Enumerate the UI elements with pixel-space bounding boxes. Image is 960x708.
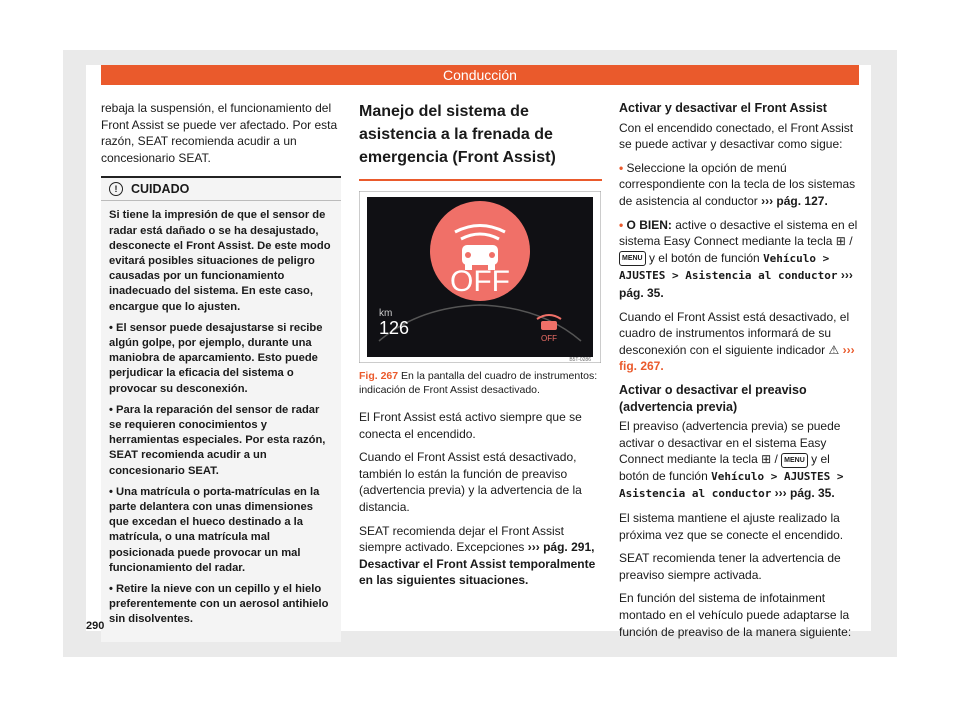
caution-bullet: • El sensor puede desajustarse si recibe algún golpe, por ejemplo, durante una maniobra de aparcamiento. Esto puede perjudicar la eficacia del sistema o provocar su desconexión. — [109, 321, 333, 397]
bullet-dot: • — [619, 160, 624, 175]
figure-caption — [359, 369, 602, 397]
bullet-text: active o desactive el sistema en el sistema Easy Connect mediante la tecla — [619, 217, 858, 249]
subheading: Activar o desactivar el preaviso (advertencia previa) — [619, 382, 807, 414]
paragraph: En función del sistema de infotainment montado en el vehículo puede adaptarse la función de preaviso de la manera siguiente: — [619, 591, 852, 639]
cross-reference-link[interactable]: ››› pág. 35. — [774, 486, 835, 501]
dashboard-illustration — [359, 191, 601, 363]
paragraph — [619, 309, 859, 375]
km-value: 126 — [379, 318, 410, 338]
menu-key-icon: MENU — [619, 251, 646, 266]
grid-key-icon: ⊞ — [761, 452, 772, 467]
caution-header — [101, 178, 341, 201]
caution-title: CUIDADO — [131, 182, 190, 197]
bullet-text: Seleccione la opción de menú correspondiente con la tecla de los sistemas de asistencia al conductor — [619, 160, 856, 208]
menu-path: Vehículo > AJUSTES > Asistencia al conductor — [619, 251, 838, 283]
caution-paragraph: Si tiene la impresión de que el sensor de radar está dañado o se ha desajustado, desconecte el Front Assist. De este modo evitará posibles situaciones de peligro causadas por un funcionamiento inadecuado del sistema. En este caso, encargue que lo ajusten. — [109, 209, 331, 313]
chapter-header: Conducción — [101, 65, 859, 85]
dashboard-figure — [359, 191, 601, 363]
paragraph: Con el encendido conectado, el Front Assist se puede activar y desactivar como sigue: — [619, 120, 854, 152]
paragraph-text: El preaviso (advertencia previa) se puede activar o desactivar en el sistema Easy Connect mediante la tecla — [619, 419, 841, 467]
cross-reference-link[interactable]: ››› pág. 35. — [619, 268, 853, 300]
front-assist-icon: ⚠ — [828, 342, 840, 357]
section-rule — [359, 179, 602, 181]
bullet-dot: • — [619, 217, 624, 232]
bullet-text: y el botón de función — [648, 250, 760, 265]
paragraph-text: y el botón de función — [619, 452, 830, 483]
off-text: OFF — [450, 265, 510, 298]
km-label: km — [379, 308, 393, 319]
paragraph-text: Cuando el Front Assist está desactivado, el cuadro de instrumentos informará de su desconexión con el siguiente indicador — [619, 309, 850, 357]
caption-text: En la pantalla del cuadro de instrumentos: indicación de Front Assist desactivado. — [359, 370, 598, 396]
caution-bullet: • Retire la nieve con un cepillo y el hielo preferentemente con un aerosol antihielo sin disolventes. — [109, 582, 333, 628]
paragraph: El preaviso (advertencia previa) se puede activar o desactivar en el sistema Easy Connect mediante la tecla ⊞ / MENU y el botón de función Vehículo > AJUSTES > Asistencia al conductor ››› pág. 35. — [619, 419, 844, 501]
section-title: Manejo del sistema de asistencia a la frenada de emergencia (Front Assist) — [359, 103, 556, 166]
caution-body — [101, 201, 341, 641]
caption-figure-number: Fig. 267 — [359, 370, 399, 382]
subheading: Activar y desactivar el Front Assist — [619, 101, 827, 115]
page-number: 290 — [86, 620, 105, 632]
small-off-text: OFF — [541, 334, 557, 343]
paragraph: El sistema mantiene el ajuste realizado la próxima vez que se conecte el encendido. — [619, 511, 844, 542]
cross-reference-link[interactable]: ››› pág. 291, Desactivar el Front Assist temporalmente en las siguientes situaciones. — [359, 540, 596, 588]
figure-ref: B5T-0286 — [569, 357, 591, 363]
column-right — [619, 100, 859, 647]
caution-bullet: • Para la reparación del sensor de radar se requieren conocimientos y herramientas especiales. Por esta razón, SEAT recomienda acudir a un concesionario SEAT. — [109, 403, 333, 479]
intro-paragraph: rebaja la suspensión, el funcionamiento del Front Assist se puede ver afectado. Por esta razón, SEAT recomienda acudir a un concesionario SEAT. — [101, 101, 338, 165]
menu-key-icon: MENU — [781, 453, 808, 468]
caution-icon: ! — [109, 182, 123, 196]
column-left — [101, 100, 341, 642]
caution-bullet: • Una matrícula o porta-matrículas en la parte delantera con unas dimensiones que excedan el hueco destinado a la matrícula, o una matrícula mal posicionada puede provocar un mal funcionamiento del radar. — [109, 485, 333, 576]
bullet-item: • O BIEN: active o desactive el sistema en el sistema Easy Connect mediante la tecla ⊞ / MENU y el botón de función Vehículo > AJUSTES > Asistencia al conductor ››› pág. 35. — [619, 217, 858, 300]
bullet-item — [619, 160, 859, 210]
grid-key-icon: ⊞ — [835, 234, 846, 249]
paragraph — [359, 523, 602, 589]
cross-reference-link[interactable]: ››› fig. 267. — [619, 342, 855, 374]
caution-box — [101, 176, 341, 641]
column-middle — [359, 100, 602, 596]
paragraph: SEAT recomienda tener la advertencia de preaviso siempre activada. — [619, 551, 841, 582]
bullet-label: O BIEN: — [626, 217, 672, 232]
cross-reference-link[interactable]: ››› pág. 127. — [761, 193, 828, 208]
paragraph: El Front Assist está activo siempre que se conecta el encendido. — [359, 410, 582, 441]
paragraph-text: SEAT recomienda dejar el Front Assist siempre activado. Excepciones — [359, 523, 564, 555]
paragraph: Cuando el Front Assist está desactivado, también lo están la función de preaviso (advertencia previa) y la advertencia de la distancia. — [359, 450, 582, 514]
menu-path: Vehículo > AJUSTES > Asistencia al conductor — [619, 469, 844, 501]
